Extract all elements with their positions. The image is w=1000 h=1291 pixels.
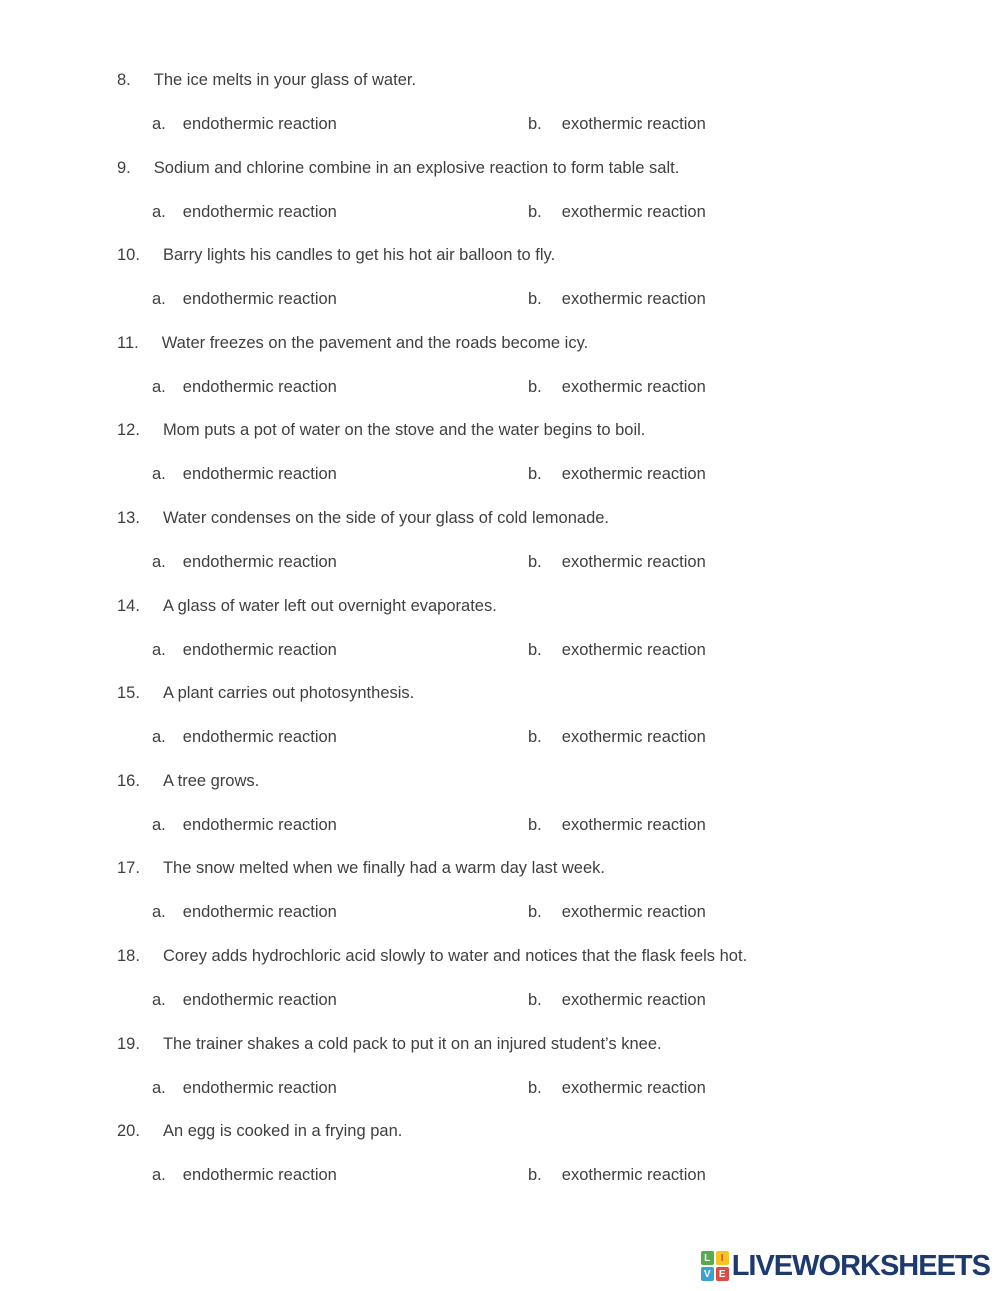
questions-list <box>117 71 980 1210</box>
option-a-text: endothermic reaction <box>182 202 337 221</box>
question-number: 20. <box>117 1122 140 1141</box>
option-a-label: a. <box>152 728 166 747</box>
options-row <box>117 290 980 309</box>
question-row <box>117 159 980 178</box>
options-row <box>117 553 980 572</box>
question-row <box>117 421 980 440</box>
option-a-label: a. <box>152 815 166 834</box>
option-b-text: exothermic reaction <box>561 465 706 484</box>
options-row <box>117 1166 980 1185</box>
option-exothermic[interactable] <box>528 465 706 484</box>
question-block <box>117 772 980 835</box>
question-block <box>117 597 980 660</box>
liveworksheets-logo-icon <box>701 1251 729 1281</box>
option-a-text: endothermic reaction <box>182 377 337 396</box>
question-number: 15. <box>117 684 140 703</box>
question-block <box>117 246 980 309</box>
option-b-label: b. <box>528 728 542 747</box>
option-endothermic[interactable] <box>152 903 337 922</box>
question-row <box>117 859 980 878</box>
option-a-label: a. <box>152 1166 166 1185</box>
question-block <box>117 159 980 222</box>
option-endothermic[interactable] <box>152 1166 337 1185</box>
liveworksheets-footer <box>701 1251 990 1281</box>
option-a-label: a. <box>152 202 166 221</box>
liveworksheets-brand-text: LIVEWORKSHEETS <box>731 1250 990 1282</box>
question-number: 19. <box>117 1034 140 1053</box>
options-row <box>117 903 980 922</box>
option-b-label: b. <box>528 377 542 396</box>
question-block <box>117 1122 980 1185</box>
option-endothermic[interactable] <box>152 991 337 1010</box>
options-row <box>117 203 980 222</box>
question-row <box>117 509 980 528</box>
question-row <box>117 947 980 966</box>
question-block <box>117 421 980 484</box>
question-number: 12. <box>117 421 140 440</box>
option-b-label: b. <box>528 290 542 309</box>
option-b-label: b. <box>528 465 542 484</box>
options-row <box>117 115 980 134</box>
question-row <box>117 246 980 265</box>
option-b-text: exothermic reaction <box>561 290 706 309</box>
question-block <box>117 71 980 134</box>
question-text: Barry lights his candles to get his hot air balloon to fly. <box>162 246 556 265</box>
question-number: 11. <box>117 333 139 352</box>
option-endothermic[interactable] <box>152 203 337 222</box>
option-endothermic[interactable] <box>152 728 337 747</box>
option-exothermic[interactable] <box>528 816 706 835</box>
question-block <box>117 684 980 747</box>
options-row <box>117 641 980 660</box>
option-a-text: endothermic reaction <box>182 1078 337 1097</box>
option-exothermic[interactable] <box>528 1166 706 1185</box>
option-b-text: exothermic reaction <box>561 377 706 396</box>
logo-square-v: V <box>701 1267 714 1281</box>
option-b-label: b. <box>528 815 542 834</box>
option-a-text: endothermic reaction <box>182 552 337 571</box>
option-b-text: exothermic reaction <box>561 1078 706 1097</box>
question-number: 13. <box>117 508 140 527</box>
logo-square-e: E <box>716 1267 729 1281</box>
option-a-label: a. <box>152 552 166 571</box>
option-b-text: exothermic reaction <box>561 552 706 571</box>
option-a-label: a. <box>152 290 166 309</box>
question-text: A glass of water left out overnight evaporates. <box>162 596 497 615</box>
option-b-text: exothermic reaction <box>561 115 706 133</box>
question-text: An egg is cooked in a frying pan. <box>162 1122 403 1141</box>
option-exothermic[interactable] <box>528 991 706 1010</box>
question-row <box>117 71 980 90</box>
option-b-text: exothermic reaction <box>561 815 706 834</box>
option-a-text: endothermic reaction <box>182 990 337 1009</box>
option-b-label: b. <box>528 640 542 659</box>
option-b-label: b. <box>528 1166 542 1185</box>
option-b-label: b. <box>528 552 542 571</box>
option-exothermic[interactable] <box>528 728 706 747</box>
option-a-text: endothermic reaction <box>182 115 337 133</box>
question-row <box>117 1122 980 1141</box>
option-a-label: a. <box>152 640 166 659</box>
question-row <box>117 334 980 353</box>
option-a-text: endothermic reaction <box>182 465 337 484</box>
question-text: The snow melted when we finally had a warm day last week. <box>162 859 605 878</box>
option-exothermic[interactable] <box>528 115 706 134</box>
option-a-label: a. <box>152 1078 166 1097</box>
option-b-text: exothermic reaction <box>561 202 706 221</box>
option-endothermic[interactable] <box>152 1079 337 1098</box>
option-a-label: a. <box>152 990 166 1009</box>
question-text: A tree grows. <box>162 771 260 790</box>
option-endothermic[interactable] <box>152 115 337 134</box>
question-text: The trainer shakes a cold pack to put it on an injured student’s knee. <box>162 1034 662 1053</box>
option-endothermic[interactable] <box>152 290 337 309</box>
question-number: 18. <box>117 946 140 965</box>
question-text: A plant carries out photosynthesis. <box>162 684 415 703</box>
option-b-text: exothermic reaction <box>561 903 706 922</box>
option-endothermic[interactable] <box>152 641 337 660</box>
options-row <box>117 1079 980 1098</box>
option-endothermic[interactable] <box>152 465 337 484</box>
option-b-text: exothermic reaction <box>561 640 706 659</box>
question-text: Water condenses on the side of your glass of cold lemonade. <box>162 508 610 527</box>
option-b-label: b. <box>528 202 542 221</box>
option-b-label: b. <box>528 115 542 133</box>
question-number: 14. <box>117 596 140 615</box>
question-number: 16. <box>117 771 140 790</box>
question-number: 10. <box>117 246 140 265</box>
question-text: Water freezes on the pavement and the roads become icy. <box>161 333 589 352</box>
question-row <box>117 597 980 616</box>
question-block <box>117 859 980 922</box>
option-exothermic[interactable] <box>528 378 706 397</box>
option-endothermic[interactable] <box>152 553 337 572</box>
option-a-label: a. <box>152 377 166 396</box>
question-row <box>117 772 980 791</box>
option-a-text: endothermic reaction <box>182 1166 337 1185</box>
question-block <box>117 1035 980 1098</box>
question-number: 17. <box>117 859 140 878</box>
option-a-label: a. <box>152 115 166 133</box>
option-exothermic[interactable] <box>528 290 706 309</box>
option-a-text: endothermic reaction <box>182 903 337 922</box>
question-text: Mom puts a pot of water on the stove and the water begins to boil. <box>162 421 646 440</box>
options-row <box>117 991 980 1010</box>
logo-square-l: L <box>701 1251 714 1265</box>
option-b-label: b. <box>528 990 542 1009</box>
option-b-text: exothermic reaction <box>561 1166 706 1185</box>
question-row <box>117 1035 980 1054</box>
option-a-label: a. <box>152 903 166 922</box>
option-a-text: endothermic reaction <box>182 640 337 659</box>
question-text: Sodium and chlorine combine in an explosive reaction to form table salt. <box>153 158 680 177</box>
options-row <box>117 728 980 747</box>
option-a-text: endothermic reaction <box>182 290 337 309</box>
option-b-text: exothermic reaction <box>561 990 706 1009</box>
question-block <box>117 947 980 1010</box>
options-row <box>117 816 980 835</box>
question-block <box>117 334 980 397</box>
option-b-text: exothermic reaction <box>561 728 706 747</box>
question-number: 8. <box>117 71 131 89</box>
option-exothermic[interactable] <box>528 903 706 922</box>
question-number: 9. <box>117 158 131 177</box>
question-block <box>117 509 980 572</box>
option-endothermic[interactable] <box>152 378 337 397</box>
option-exothermic[interactable] <box>528 641 706 660</box>
option-endothermic[interactable] <box>152 816 337 835</box>
logo-square-i: I <box>716 1251 729 1265</box>
option-exothermic[interactable] <box>528 1079 706 1098</box>
option-b-label: b. <box>528 1078 542 1097</box>
option-exothermic[interactable] <box>528 553 706 572</box>
question-text: Corey adds hydrochloric acid slowly to water and notices that the flask feels hot. <box>162 946 748 965</box>
option-a-text: endothermic reaction <box>182 815 337 834</box>
options-row <box>117 378 980 397</box>
question-text: The ice melts in your glass of water. <box>153 71 417 89</box>
option-exothermic[interactable] <box>528 203 706 222</box>
option-b-label: b. <box>528 903 542 922</box>
option-a-label: a. <box>152 465 166 484</box>
options-row <box>117 465 980 484</box>
question-row <box>117 684 980 703</box>
option-a-text: endothermic reaction <box>182 728 337 747</box>
